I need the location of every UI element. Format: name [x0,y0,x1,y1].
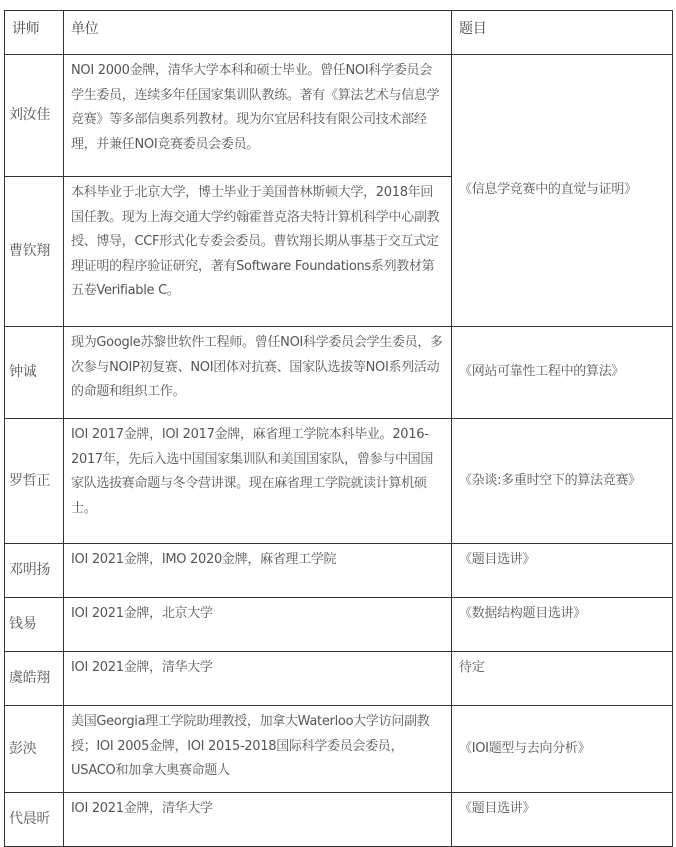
lecture-topic: 《信息学竞赛中的直觉与证明》 [452,55,673,327]
lecturer-info: 本科毕业于北京大学，博士毕业于美国普林斯顿大学，2018年回国任教。现为上海交通大学约翰霍普克洛夫特计算机科学中心副教授、博导，CCF形式化专委会委员。曹钦翔长期从事基于交互式定理证明的程序验证研究，著有Software Foundations系列教材第五卷Verifiable C。 [64,177,452,327]
lecture-topic: 《题目选讲》 [452,544,673,598]
lecturer-name: 代晨昕 [5,792,64,846]
table-row [5,544,673,598]
table-row [5,706,673,793]
table-row [5,327,673,419]
lecturer-info: 现为Google苏黎世软件工程师。曾任NOI科学委员会学生委员，多次参与NOIP初复赛、NOI团体对抗赛、国家队选拔等NOI系列活动的命题和组织工作。 [64,327,452,419]
lecture-topic: 《IOI题型与去向分析》 [452,706,673,793]
lecturer-name: 邓明扬 [5,544,64,598]
lecture-topic: 待定 [452,652,673,706]
lecturer-info: IOI 2021金牌，北京大学 [64,598,452,652]
lecturer-name: 罗哲正 [5,419,64,544]
lecture-topic: 《数据结构题目选讲》 [452,598,673,652]
lecturer-name: 钱易 [5,598,64,652]
lecture-topic: 《杂谈:多重时空下的算法竞赛》 [452,419,673,544]
table-row [5,652,673,706]
table-row [5,792,673,846]
lecturer-name: 彭泱 [5,706,64,793]
lecturer-info: IOI 2017金牌，IOI 2017金牌，麻省理工学院本科毕业。2016-2017年，先后入选中国国家集训队和美国国家队，曾参与中国国家队选拔赛命题与冬令营讲课。现在麻省理工学院就读计算机硕士。 [64,419,452,544]
lecturer-info: IOI 2021金牌，IMO 2020金牌，麻省理工学院 [64,544,452,598]
lecturer-info: IOI 2021金牌，清华大学 [64,792,452,846]
lecturer-table [4,10,673,847]
table-header-row [5,11,673,55]
table-row [5,419,673,544]
header-lecturer: 讲师 [5,11,64,55]
lecturer-name: 钟诚 [5,327,64,419]
lecturer-name: 刘汝佳 [5,55,64,177]
table-row [5,598,673,652]
lecturer-info: 美国Georgia理工学院助理教授，加拿大Waterloo大学访问副教授；IOI 2005金牌，IOI 2015-2018国际科学委员会委员，USACO和加拿大奥赛命题人 [64,706,452,793]
lecturer-info: IOI 2021金牌，清华大学 [64,652,452,706]
header-topic: 题目 [452,11,673,55]
lecture-topic: 《网站可靠性工程中的算法》 [452,327,673,419]
lecture-topic: 《题目选讲》 [452,792,673,846]
lecturer-name: 曹钦翔 [5,177,64,327]
lecturer-name: 虞皓翔 [5,652,64,706]
table-row [5,55,673,177]
lecturer-info: NOI 2000金牌，清华大学本科和硕士毕业。曾任NOI科学委员会学生委员，连续多年任国家集训队教练。著有《算法艺术与信息学竞赛》等多部信奥系列教材。现为尔宜居科技有限公司技术部经理，并兼任NOI竞赛委员会委员。 [64,55,452,177]
header-affiliation: 单位 [64,11,452,55]
